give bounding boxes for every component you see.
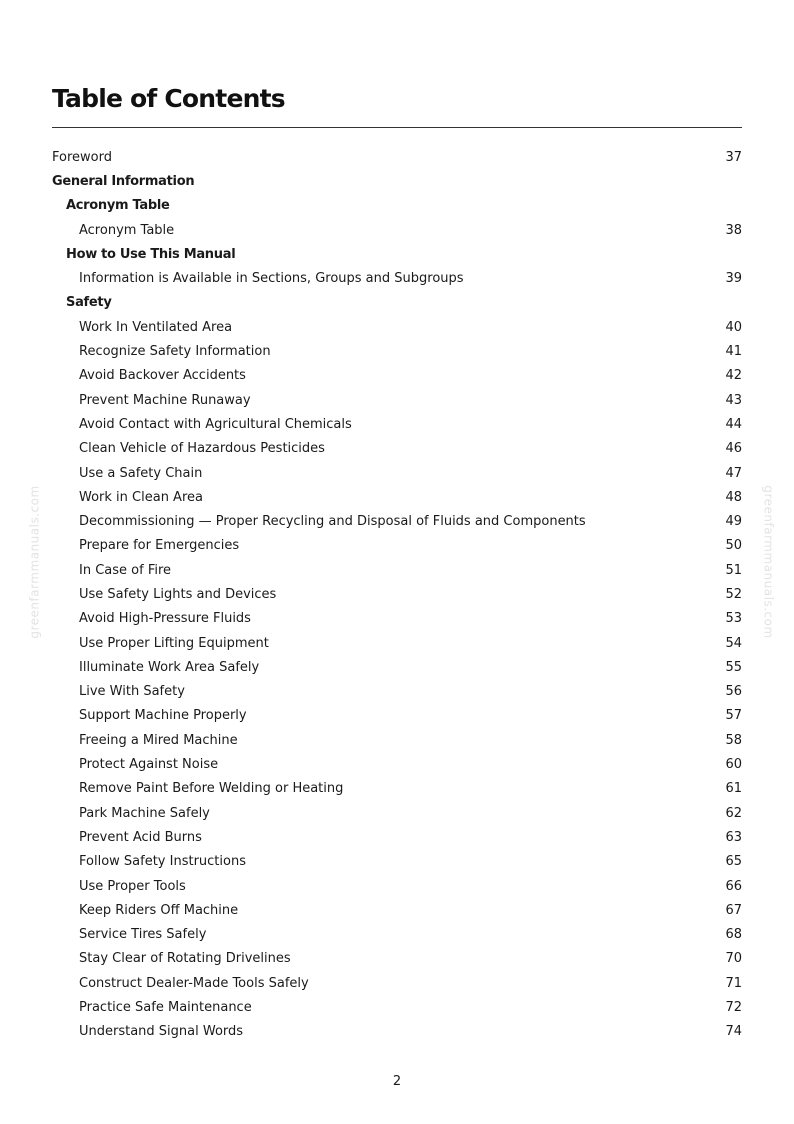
toc-entry[interactable] bbox=[52, 461, 742, 485]
toc-entry-page: 58 bbox=[725, 732, 742, 748]
toc-entry-label: In Case of Fire bbox=[79, 562, 172, 578]
toc-entry[interactable] bbox=[52, 874, 742, 898]
toc-entry-label: Work In Ventilated Area bbox=[79, 319, 233, 335]
toc-entry[interactable] bbox=[52, 777, 742, 801]
toc-entry-page: 61 bbox=[725, 781, 742, 797]
toc-entry[interactable] bbox=[52, 850, 742, 874]
toc-section-heading bbox=[52, 242, 742, 266]
toc-entry-page: 44 bbox=[725, 416, 742, 432]
toc-entry[interactable] bbox=[52, 437, 742, 461]
toc-entry-page: 72 bbox=[725, 1000, 742, 1016]
toc-entry[interactable] bbox=[52, 655, 742, 679]
toc-entry-page: 63 bbox=[725, 829, 742, 845]
toc-entry-page: 56 bbox=[725, 684, 742, 700]
toc-entry[interactable] bbox=[52, 485, 742, 509]
toc-entry[interactable] bbox=[52, 631, 742, 655]
toc-entry[interactable] bbox=[52, 412, 742, 436]
toc-entry[interactable] bbox=[52, 509, 742, 533]
toc-entry-page: 53 bbox=[725, 611, 742, 627]
toc-entry-page: 70 bbox=[725, 951, 742, 967]
toc-entry-page: 47 bbox=[725, 465, 742, 481]
toc-entry-page: 55 bbox=[725, 659, 742, 675]
toc-entry-label: Prevent Acid Burns bbox=[79, 829, 202, 845]
toc-entry-page: 50 bbox=[725, 538, 742, 554]
toc-entry-page: 46 bbox=[725, 441, 742, 457]
toc-entry-page: 48 bbox=[725, 489, 742, 505]
toc-entry-page: 60 bbox=[725, 757, 742, 773]
toc-entry[interactable] bbox=[52, 728, 742, 752]
toc-entry-label: Acronym Table bbox=[79, 222, 175, 238]
toc-entry-page: 37 bbox=[725, 149, 742, 165]
watermark-right: greenfarmmanuals.com bbox=[761, 485, 776, 639]
toc-entry-label: Work in Clean Area bbox=[79, 489, 203, 505]
toc-entry-label: Prepare for Emergencies bbox=[79, 538, 240, 554]
toc-entry-page: 54 bbox=[725, 635, 742, 651]
toc-section-heading bbox=[52, 169, 742, 193]
toc-entry-label: Construct Dealer-Made Tools Safely bbox=[79, 975, 309, 991]
toc-entry[interactable] bbox=[52, 1020, 742, 1044]
toc-entry-label: Service Tires Safely bbox=[79, 927, 207, 943]
toc-entry[interactable] bbox=[52, 995, 742, 1019]
toc-entry[interactable] bbox=[52, 704, 742, 728]
toc-entry-page: 49 bbox=[725, 514, 742, 530]
toc-section-heading bbox=[52, 291, 742, 315]
toc-entry-label: Use Safety Lights and Devices bbox=[79, 586, 277, 602]
toc-entry-page: 74 bbox=[725, 1024, 742, 1040]
page-title: Table of Contents bbox=[52, 84, 285, 113]
toc-entry-page: 52 bbox=[725, 586, 742, 602]
toc-entry-page: 66 bbox=[725, 878, 742, 894]
toc-entry-label: Support Machine Properly bbox=[79, 708, 247, 724]
watermark-left: greenfarmmanuals.com bbox=[27, 485, 42, 639]
toc-entry-label: Decommissioning — Proper Recycling and Disposal of Fluids and Components bbox=[79, 514, 586, 530]
toc-entry-label: Prevent Machine Runaway bbox=[79, 392, 251, 408]
toc-entry[interactable] bbox=[52, 558, 742, 582]
toc-entry-label: How to Use This Manual bbox=[66, 246, 236, 262]
toc-entry-page: 41 bbox=[725, 344, 742, 360]
title-divider bbox=[52, 127, 742, 128]
toc-entry-label: Keep Riders Off Machine bbox=[79, 902, 239, 918]
toc-section-heading bbox=[52, 194, 742, 218]
toc-entry-page: 57 bbox=[725, 708, 742, 724]
toc-entry-label: Avoid Contact with Agricultural Chemicals bbox=[79, 416, 352, 432]
toc-entry-label: Use a Safety Chain bbox=[79, 465, 203, 481]
toc-entry[interactable] bbox=[52, 825, 742, 849]
toc-entry[interactable] bbox=[52, 752, 742, 776]
toc-entry-label: Recognize Safety Information bbox=[79, 344, 271, 360]
toc-entry[interactable] bbox=[52, 388, 742, 412]
toc-entry[interactable] bbox=[52, 923, 742, 947]
toc-entry-page: 43 bbox=[725, 392, 742, 408]
toc-entry-label: Freeing a Mired Machine bbox=[79, 732, 238, 748]
toc-entry-page: 65 bbox=[725, 854, 742, 870]
toc-entry[interactable] bbox=[52, 680, 742, 704]
toc-entry[interactable] bbox=[52, 801, 742, 825]
toc-entry-label: Illuminate Work Area Safely bbox=[79, 659, 260, 675]
toc-entry-label: General Information bbox=[52, 173, 195, 189]
toc-entry-page: 39 bbox=[725, 271, 742, 287]
toc-entry-label: Follow Safety Instructions bbox=[79, 854, 246, 870]
toc-entry-label: Clean Vehicle of Hazardous Pesticides bbox=[79, 441, 325, 457]
toc-entry[interactable] bbox=[52, 971, 742, 995]
toc-entry[interactable] bbox=[52, 145, 742, 169]
toc-entry-label: Remove Paint Before Welding or Heating bbox=[79, 781, 344, 797]
toc-entry[interactable] bbox=[52, 898, 742, 922]
toc-entry[interactable] bbox=[52, 582, 742, 606]
toc-entry-page: 42 bbox=[725, 368, 742, 384]
toc-entry[interactable] bbox=[52, 364, 742, 388]
toc-entry-page: 62 bbox=[725, 805, 742, 821]
toc-entry-page: 51 bbox=[725, 562, 742, 578]
toc-entry-page: 38 bbox=[725, 222, 742, 238]
toc-entry[interactable] bbox=[52, 266, 742, 290]
toc-entry-label: Avoid High-Pressure Fluids bbox=[79, 611, 251, 627]
toc-entry[interactable] bbox=[52, 947, 742, 971]
toc-entry-label: Protect Against Noise bbox=[79, 757, 219, 773]
toc-entry-label: Avoid Backover Accidents bbox=[79, 368, 246, 384]
toc-entry-page: 40 bbox=[725, 319, 742, 335]
toc-entry-label: Information is Available in Sections, Groups and Subgroups bbox=[79, 271, 464, 287]
toc-entry[interactable] bbox=[52, 315, 742, 339]
toc-entry[interactable] bbox=[52, 218, 742, 242]
toc-entry-label: Safety bbox=[66, 295, 112, 311]
toc-entry[interactable] bbox=[52, 339, 742, 363]
toc-entry-label: Live With Safety bbox=[79, 684, 185, 700]
toc-entry[interactable] bbox=[52, 607, 742, 631]
toc-entry-label: Acronym Table bbox=[66, 198, 170, 214]
toc-entry-label: Use Proper Tools bbox=[79, 878, 186, 894]
toc-entry-label: Understand Signal Words bbox=[79, 1024, 244, 1040]
toc-entry-page: 71 bbox=[725, 975, 742, 991]
toc-entry-label: Foreword bbox=[52, 149, 112, 165]
toc-entry-label: Use Proper Lifting Equipment bbox=[79, 635, 269, 651]
toc-entry[interactable] bbox=[52, 534, 742, 558]
toc-entry-label: Stay Clear of Rotating Drivelines bbox=[79, 951, 291, 967]
page-number: 2 bbox=[392, 1074, 402, 1089]
toc-entry-page: 68 bbox=[725, 927, 742, 943]
toc-entry-label: Practice Safe Maintenance bbox=[79, 1000, 252, 1016]
toc-entry-label: Park Machine Safely bbox=[79, 805, 210, 821]
toc-entry-page: 67 bbox=[725, 902, 742, 918]
toc-list bbox=[52, 145, 742, 1044]
